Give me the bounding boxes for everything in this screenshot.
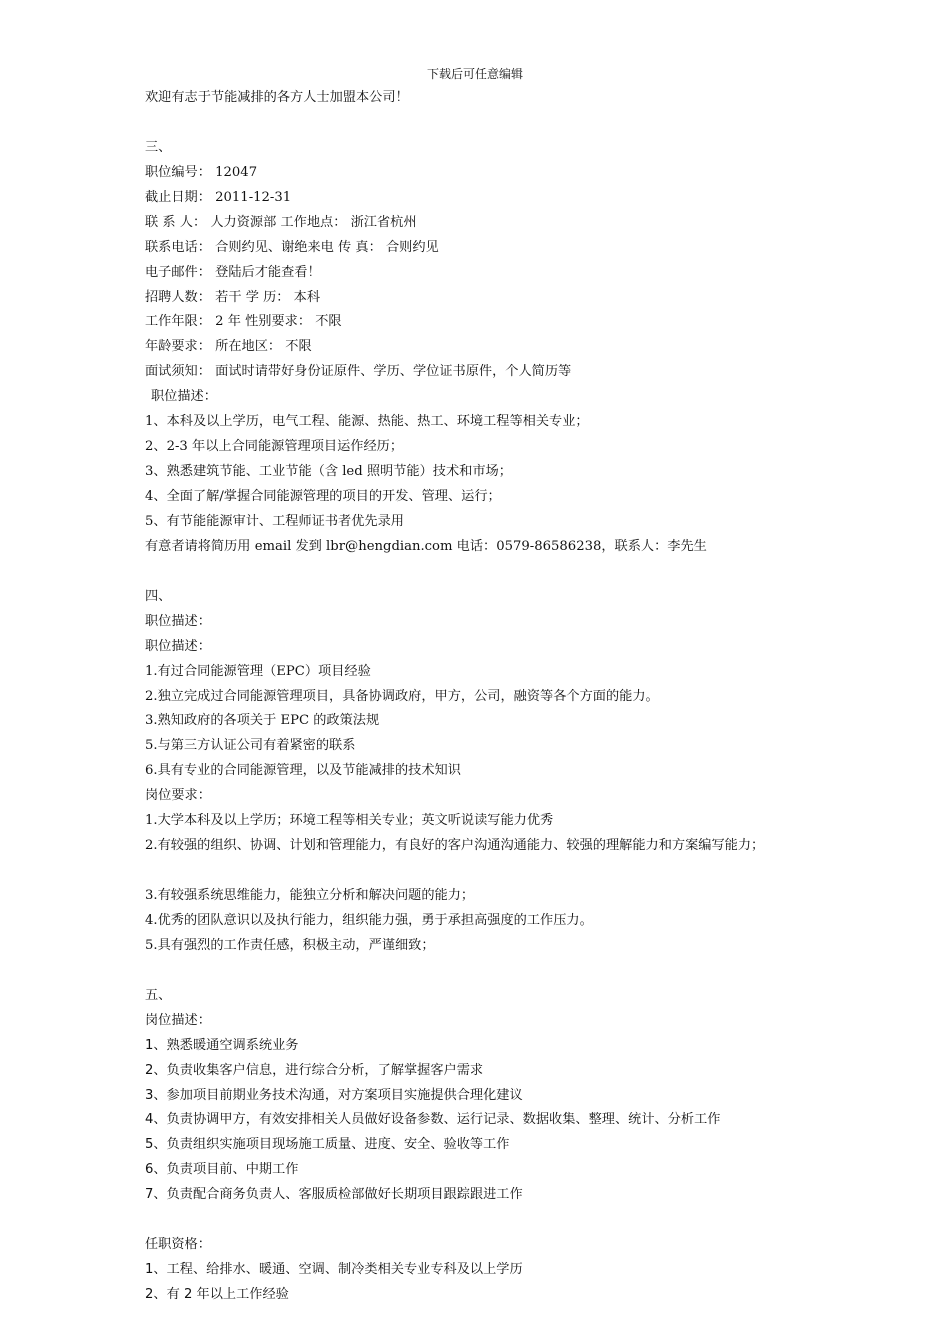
section-5-desc-title: 岗位描述： bbox=[145, 1012, 211, 1028]
section-4-req-item: 3.有较强系统思维能力，能独立分析和解决问题的能力； bbox=[145, 888, 475, 903]
section-3-heading: 三、 bbox=[145, 139, 172, 155]
blank-line bbox=[145, 959, 845, 984]
section-5-desc-item: 2、负责收集客户信息，进行综合分析，了解掌握客户需求 bbox=[145, 1062, 484, 1078]
section-4-req-item: 5.具有强烈的工作责任感，积极主动，严谨细致； bbox=[145, 937, 435, 953]
section-3-item: 5、有节能能源审计、工程师证书者优先录用 bbox=[145, 513, 404, 529]
intro-text: 欢迎有志于节能减排的各方人士加盟本公司！ bbox=[145, 90, 409, 105]
section-5-desc-item: 6、负责项目前、中期工作 bbox=[145, 1162, 299, 1178]
section-3-desc-title: 职位描述： bbox=[151, 389, 217, 405]
section-5-heading: 五、 bbox=[145, 987, 172, 1003]
section-5-desc-item: 3、参加项目前期业务技术沟通，对方案项目实施提供合理化建议 bbox=[145, 1087, 523, 1103]
section-5-qual-item: 2、有 2 年以上工作经验 bbox=[145, 1287, 289, 1302]
section-4-desc-title: 职位描述： bbox=[145, 613, 211, 629]
interview-notice: 面试须知： 面试时请带好身份证原件、学历、学位证书原件，个人简历等 bbox=[145, 364, 572, 380]
section-4-desc-item: 1.有过合同能源管理（EPC）项目经验 bbox=[145, 663, 371, 679]
section-4-desc-item: 6.具有专业的合同能源管理，以及节能减排的技术知识 bbox=[145, 763, 461, 779]
section-3-item: 1、本科及以上学历，电气工程、能源、热能、热工、环境工程等相关专业； bbox=[145, 414, 589, 430]
contact-location: 联 系 人： 人力资源部 工作地点： 浙江省杭州 bbox=[145, 214, 417, 230]
section-3-item: 3、熟悉建筑节能、工业节能（含 led 照明节能）技术和市场； bbox=[145, 464, 512, 480]
section-4-req-title: 岗位要求： bbox=[145, 788, 211, 804]
blank-line bbox=[145, 1208, 845, 1233]
section-4-desc-item: 2.独立完成过合同能源管理项目，具备协调政府，甲方，公司，融资等各个方面的能力。 bbox=[145, 688, 659, 704]
deadline: 截止日期： 2011-12-31 bbox=[145, 189, 292, 205]
section-4-req-item: 1.大学本科及以上学历；环境工程等相关专业；英文听说读写能力优秀 bbox=[145, 813, 554, 829]
header-note: 下载后可任意编辑 bbox=[426, 67, 523, 81]
email-info: 电子邮件： 登陆后才能查看！ bbox=[145, 264, 321, 280]
section-3-item: 4、全面了解/掌握合同能源管理的项目的开发、管理、运行； bbox=[145, 489, 501, 504]
phone-fax: 联系电话： 合则约见、谢绝来电 传 真： 合则约见 bbox=[145, 239, 439, 255]
section-4-desc-title: 职位描述： bbox=[145, 638, 211, 654]
section-4-desc-item: 5.与第三方认证公司有着紧密的联系 bbox=[145, 738, 356, 754]
section-4-req-item: 2.有较强的组织、协调、计划和管理能力，有良好的客户沟通沟通能力、较强的理解能力和方案编写能力； bbox=[145, 838, 765, 854]
section-5-desc-item: 4、负责协调甲方，有效安排相关人员做好设备参数、运行记录、数据收集、整理、统计、分析工作 bbox=[145, 1112, 721, 1128]
document-body bbox=[145, 86, 845, 1308]
age-region: 年龄要求： 所在地区： 不限 bbox=[145, 339, 312, 355]
section-5-desc-item: 5、负责组织实施项目现场施工质量、进度、安全、验收等工作 bbox=[145, 1137, 510, 1153]
section-5-desc-item: 7、负责配合商务负责人、客服质检部做好长期项目跟踪跟进工作 bbox=[145, 1187, 523, 1203]
section-5-qual-item: 1、工程、给排水、暖通、空调、制冷类相关专业专科及以上学历 bbox=[145, 1262, 523, 1278]
section-4-heading: 四、 bbox=[145, 588, 172, 604]
blank-line bbox=[145, 111, 845, 136]
job-id: 职位编号： 12047 bbox=[145, 164, 258, 180]
section-3-item: 2、2-3 年以上合同能源管理项目运作经历； bbox=[145, 439, 404, 455]
section-5-qual-title: 任职资格： bbox=[145, 1237, 211, 1253]
section-4-req-item: 4.优秀的团队意识以及执行能力，组织能力强，勇于承担高强度的工作压力。 bbox=[145, 912, 593, 928]
apply-info: 有意者请将简历用 email 发到 lbr@hengdian.com 电话：0579-86586238，联系人：李先生 bbox=[145, 538, 707, 554]
blank-line bbox=[145, 560, 845, 585]
blank-line bbox=[145, 859, 845, 884]
section-4-desc-item: 3.熟知政府的各项关于 EPC 的政策法规 bbox=[145, 713, 380, 729]
experience-gender: 工作年限： 2 年 性别要求： 不限 bbox=[145, 314, 342, 330]
section-5-desc-item: 1、熟悉暖通空调系统业务 bbox=[145, 1037, 299, 1053]
headcount-education: 招聘人数： 若干 学 历： 本科 bbox=[145, 289, 321, 305]
